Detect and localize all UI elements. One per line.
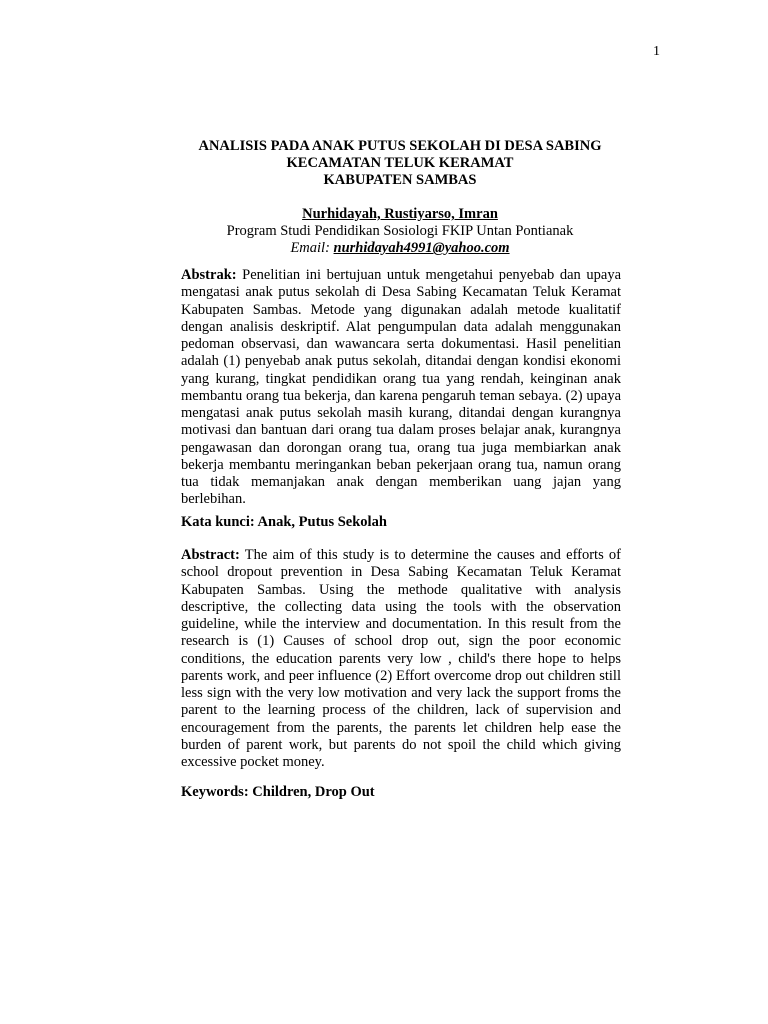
keywords: Keywords: Children, Drop Out [181, 784, 375, 800]
abstract-label: Abstract: [181, 547, 240, 563]
email-link[interactable]: nurhidayah4991@yahoo.com [333, 240, 510, 256]
authors: Nurhidayah, Rustiyarso, Imran [302, 206, 498, 222]
abstrak-section [181, 267, 621, 509]
affiliation: Program Studi Pendidikan Sosiologi FKIP Untan Pontianak [226, 223, 574, 239]
email-line [150, 240, 650, 257]
kata-kunci: Kata kunci: Anak, Putus Sekolah [181, 514, 387, 530]
title-line-3: KABUPATEN SAMBAS [323, 172, 477, 188]
author-block [150, 206, 650, 257]
abstrak-text: Penelitian ini bertujuan untuk mengetahui penyebab dan upaya mengatasi anak putus sekolah di Desa Sabing Kecamatan Teluk Keramat Kabupaten Sambas. Metode yang digunakan adalah metode kualitatif dengan analisis deskriptif. Alat pengumpulan data adalah menggunakan pedoman observasi, dan wawancara serta dokumentasi. Hasil penelitian adalah (1) penyebab anak putus sekolah, ditandai dengan kondisi ekonomi yang kurang, tingkat pendidikan orang tua yang rendah, keinginan anak membantu orang tua bekerja, dan karena pengaruh teman sebaya. (2) upaya mengatasi anak putus sekolah masih kurang, ditandai dengan kurangnya motivasi dan bantuan dari orang tua dalam proses belajar anak, kurangnya pengawasan dan dorongan orang tua, orang tua juga membiarkan anak bekerja membantu meringankan beban pekerjaan orang tua, namun orang tua tidak memanjakan anak dengan memberikan uang jajan yang berlebihan. [181, 267, 622, 508]
title-line-1: ANALISIS PADA ANAK PUTUS SEKOLAH DI DESA SABING [198, 138, 602, 154]
email-label: Email: [290, 240, 330, 256]
page-number: 1 [653, 44, 660, 59]
abstract-text: The aim of this study is to determine the causes and efforts of school dropout prevention in Desa Sabing Kecamatan Teluk Keramat Kabupaten Sambas. Using the methode qualitative with analysis descriptive, the collecting data using the tools with the observation guideline, while the interview and documentation. In this result from the research is (1) Causes of school drop out, sign the poor economic conditions, the education parents very low , child's there hope to helps parents work, and peer influence (2) Effort overcome drop out children still less sign with the very low motivation and very lack the support froms the parent to the learning process of the children, lack of supervision and encouragement from the parents, the parents let children help ease the burden of parent work, but parents do not spoil the child which giving excessive pocket money. [181, 547, 621, 770]
title-line-2: KECAMATAN TELUK KERAMAT [286, 155, 514, 171]
abstrak-label: Abstrak: [181, 267, 237, 283]
keywords-section [181, 784, 621, 801]
kata-kunci-section [181, 514, 621, 531]
abstract-section [181, 547, 621, 771]
paper-title [150, 138, 650, 189]
